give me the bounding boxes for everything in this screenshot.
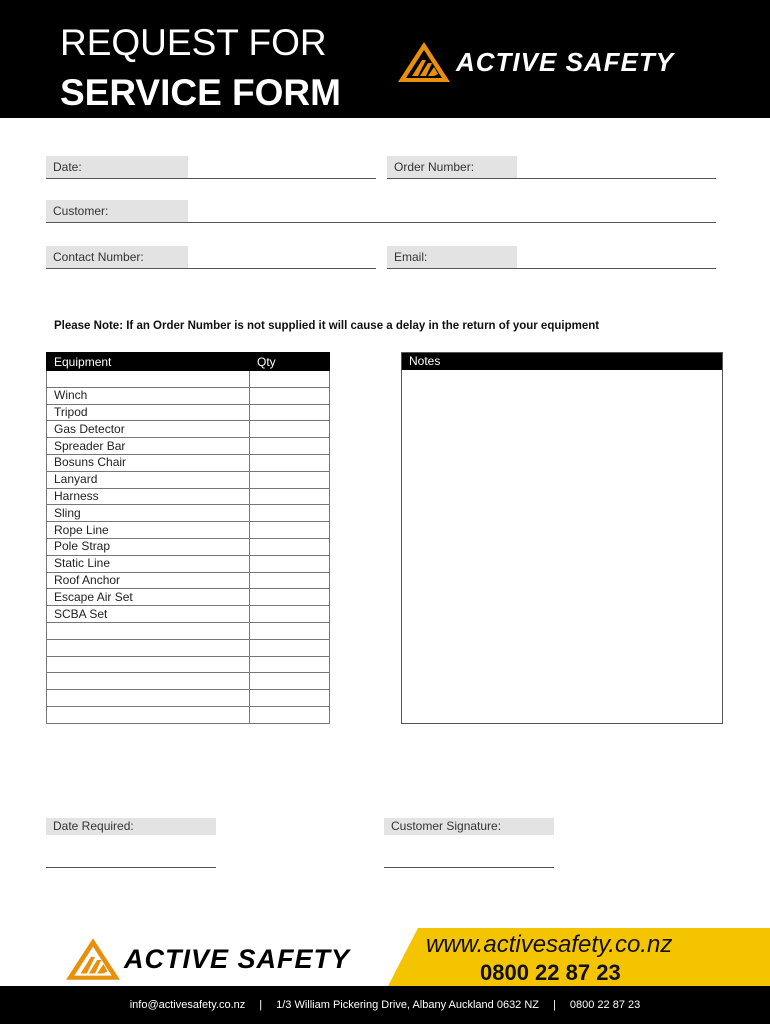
title-line-1: REQUEST FOR <box>60 22 327 63</box>
warning-triangle-icon <box>64 936 122 982</box>
equipment-cell <box>47 706 250 723</box>
header-logo <box>396 40 674 84</box>
equipment-cell <box>47 690 250 707</box>
qty-cell[interactable] <box>250 421 330 438</box>
equipment-table <box>46 352 330 724</box>
equipment-cell <box>47 656 250 673</box>
customer-label: Customer: <box>46 200 188 222</box>
date-required-label: Date Required: <box>46 818 216 835</box>
footer-contact-bar <box>0 986 770 1024</box>
qty-cell[interactable] <box>250 673 330 690</box>
table-row <box>47 505 330 522</box>
qty-cell[interactable] <box>250 622 330 639</box>
equipment-cell: Lanyard <box>47 471 250 488</box>
qty-cell[interactable] <box>250 387 330 404</box>
footer-phone-small[interactable]: 0800 22 87 23 <box>569 999 641 1011</box>
qty-cell[interactable] <box>250 690 330 707</box>
order-number-note: Please Note: If an Order Number is not supplied it will cause a delay in the return of your equipment <box>54 320 600 332</box>
equipment-cell: Winch <box>47 387 250 404</box>
equipment-cell <box>47 639 250 656</box>
table-row <box>47 538 330 555</box>
qty-cell[interactable] <box>250 404 330 421</box>
date-required-line[interactable] <box>46 867 216 868</box>
table-row <box>47 690 330 707</box>
table-row <box>47 622 330 639</box>
footer-website[interactable]: www.activesafety.co.nz <box>426 931 673 958</box>
table-row <box>47 606 330 623</box>
table-row <box>47 454 330 471</box>
customer-signature-line[interactable] <box>384 867 554 868</box>
table-row <box>47 572 330 589</box>
footer-logo <box>64 936 350 982</box>
contact-number-label: Contact Number: <box>46 246 188 268</box>
qty-cell[interactable] <box>250 572 330 589</box>
form-title <box>60 18 341 118</box>
equipment-cell <box>47 622 250 639</box>
table-row <box>47 522 330 539</box>
qty-cell[interactable] <box>250 488 330 505</box>
equipment-cell: Sling <box>47 505 250 522</box>
equipment-cell: Harness <box>47 488 250 505</box>
email-label: Email: <box>387 246 517 268</box>
date-label: Date: <box>46 156 188 178</box>
footer-separator: | <box>553 999 556 1011</box>
qty-cell[interactable] <box>250 706 330 723</box>
qty-cell[interactable] <box>250 371 330 388</box>
equipment-cell: Rope Line <box>47 522 250 539</box>
equipment-header: Equipment <box>47 353 250 371</box>
equipment-table-body <box>47 371 330 724</box>
customer-line[interactable] <box>46 222 716 223</box>
header-bar <box>0 0 770 118</box>
header-brand-name: ACTIVE SAFETY <box>456 46 675 77</box>
notes-header: Notes <box>402 353 722 370</box>
date-line[interactable] <box>46 178 376 179</box>
qty-cell[interactable] <box>250 606 330 623</box>
qty-cell[interactable] <box>250 589 330 606</box>
equipment-cell: Bosuns Chair <box>47 454 250 471</box>
email-line[interactable] <box>387 268 716 269</box>
equipment-cell: Static Line <box>47 555 250 572</box>
qty-cell[interactable] <box>250 656 330 673</box>
customer-signature-label: Customer Signature: <box>384 818 554 835</box>
footer-brand-name: ACTIVE SAFETY <box>124 943 351 974</box>
equipment-cell: Spreader Bar <box>47 438 250 455</box>
warning-triangle-icon <box>396 40 452 84</box>
table-row <box>47 656 330 673</box>
equipment-cell <box>47 673 250 690</box>
table-row <box>47 673 330 690</box>
table-row <box>47 438 330 455</box>
footer-phone[interactable]: 0800 22 87 23 <box>480 960 621 985</box>
title-line-2: SERVICE FORM <box>60 72 341 113</box>
table-row <box>47 421 330 438</box>
qty-cell[interactable] <box>250 555 330 572</box>
order-number-line[interactable] <box>387 178 716 179</box>
notes-box[interactable] <box>401 352 723 724</box>
qty-cell[interactable] <box>250 538 330 555</box>
qty-cell[interactable] <box>250 438 330 455</box>
equipment-cell: Escape Air Set <box>47 589 250 606</box>
qty-cell[interactable] <box>250 639 330 656</box>
equipment-cell: SCBA Set <box>47 606 250 623</box>
equipment-cell: Pole Strap <box>47 538 250 555</box>
qty-cell[interactable] <box>250 454 330 471</box>
footer-separator: | <box>259 999 263 1011</box>
table-row <box>47 706 330 723</box>
equipment-cell <box>47 371 250 388</box>
table-row <box>47 589 330 606</box>
table-row <box>47 471 330 488</box>
equipment-cell: Gas Detector <box>47 421 250 438</box>
table-row <box>47 371 330 388</box>
qty-cell[interactable] <box>250 505 330 522</box>
qty-header: Qty <box>250 353 330 371</box>
equipment-cell: Roof Anchor <box>47 572 250 589</box>
contact-number-line[interactable] <box>46 268 376 269</box>
table-row <box>47 404 330 421</box>
table-row <box>47 555 330 572</box>
qty-cell[interactable] <box>250 471 330 488</box>
footer-address: 1/3 William Pickering Drive, Albany Auckland 0632 NZ <box>276 999 540 1011</box>
order-number-label: Order Number: <box>387 156 517 178</box>
equipment-cell: Tripod <box>47 404 250 421</box>
table-row <box>47 488 330 505</box>
footer-email[interactable]: info@activesafety.co.nz <box>129 999 246 1011</box>
table-row <box>47 387 330 404</box>
qty-cell[interactable] <box>250 522 330 539</box>
table-row <box>47 639 330 656</box>
